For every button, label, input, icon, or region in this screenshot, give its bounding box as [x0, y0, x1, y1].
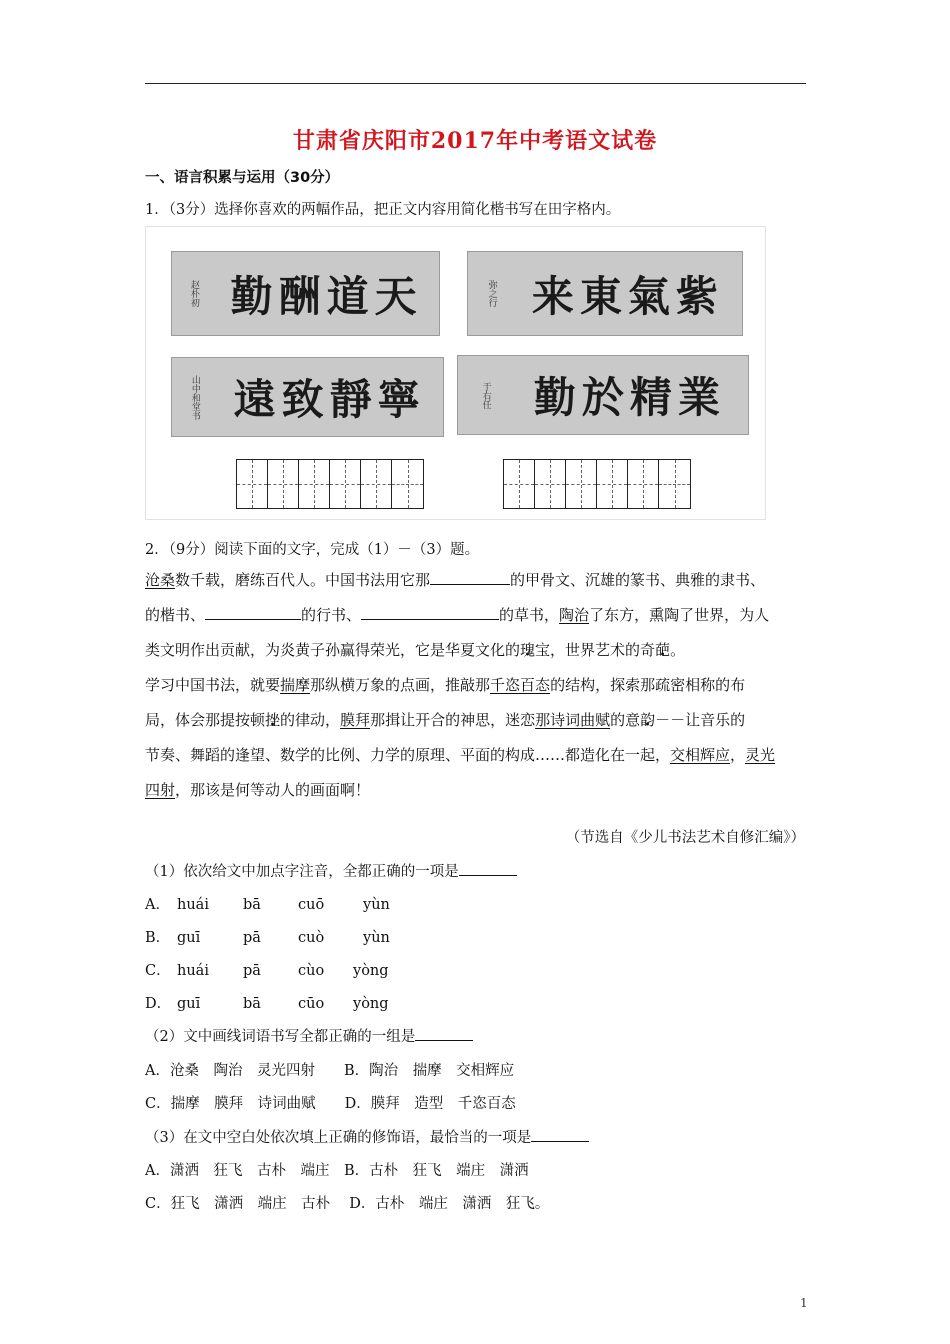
sub1-option-a[interactable]: A． huái bā cuō yùn — [145, 897, 390, 913]
sub1-option-c[interactable]: C． huái pā cùo yòng — [145, 963, 389, 979]
question-1: 1．（3分）选择你喜欢的两幅作品，把正文内容用简化楷书写在田字格内。 — [145, 202, 621, 218]
sub-question-1: （1）依次给文中加点字注音，全都正确的一项是 — [145, 860, 517, 881]
writing-grid-right[interactable] — [503, 459, 691, 509]
sub1-option-d[interactable]: D． guī bā cūo yòng — [145, 996, 389, 1012]
plaque-1-signature: 赵朴初 — [188, 280, 199, 307]
blank-1[interactable] — [430, 570, 510, 585]
answer-blank-2[interactable] — [415, 1026, 473, 1041]
calligraphy-plaque-1 — [171, 251, 440, 336]
section-heading: 一、语言积累与运用（30分） — [145, 170, 340, 186]
passage-line-4: 学习中国书法，就要揣摩那纵横万象的点画，推敲那千恣百态的结构，探索那疏密相称的布 — [145, 676, 746, 694]
blank-2[interactable] — [205, 605, 301, 620]
passage-line-3: 类文明作出贡献，为炎黄子孙赢得荣光，它是华夏文化的瑰宝，世界艺术的奇葩。 — [145, 641, 686, 659]
passage-source: （节选自《少儿书法艺术自修汇编》） — [565, 830, 805, 846]
page-number: 1 — [800, 1296, 808, 1310]
sub-question-3: （3）在文中空白处依次填上正确的修饰语，最恰当的一项是 — [145, 1126, 589, 1147]
sub2-options-row-1[interactable]: A．沧桑 陶治 灵光四射 B．陶治 揣摩 交相辉应 — [145, 1063, 515, 1079]
answer-blank-3[interactable] — [531, 1127, 589, 1142]
sub1-option-b[interactable]: B． guī pā cuò yùn — [145, 930, 390, 946]
exam-title: 甘肃省庆阳市2017年中考语文试卷 — [292, 128, 658, 154]
sub3-options-row-1[interactable]: A．潇洒 狂飞 古朴 端庄 B．古朴 狂飞 端庄 潇洒 — [145, 1163, 529, 1179]
plaque-2-signature: 弥之行 — [486, 280, 497, 307]
passage-line-5: 局，体会那提按顿挫的律动，膜拜那揖让开合的神思，迷恋那诗词曲赋的意韵－－让音乐的 — [145, 711, 746, 729]
blank-3[interactable] — [361, 605, 499, 620]
plaque-4-signature: 于右任 — [480, 381, 491, 409]
passage-line-7: 四射，那该是何等动人的画面啊！ — [145, 781, 371, 799]
answer-blank-1[interactable] — [459, 861, 517, 876]
plaque-1-text: 勤酬道天 — [230, 271, 423, 321]
question-2: 2．（9分）阅读下面的文字，完成（1）－（3）题。 — [145, 542, 480, 558]
calligraphy-plaque-2 — [467, 251, 743, 336]
sub-question-2: （2）文中画线词语书写全都正确的一组是 — [145, 1025, 473, 1046]
plaque-3-text: 遠致靜寧 — [233, 375, 426, 424]
sub2-options-row-2[interactable]: C．揣摩 膜拜 诗词曲赋 D．膜拜 造型 千恣百态 — [145, 1096, 516, 1112]
passage-line-1: 沧桑数千载，磨练百代人。中国书法用它那 的甲骨文、沉雄的篆书、典雅的隶书、 — [145, 571, 766, 589]
reading-passage — [145, 563, 807, 808]
calligraphy-figure — [145, 226, 766, 520]
plaque-3-signature: 山中和堂书 — [189, 374, 200, 420]
plaque-4-text: 勤於精業 — [533, 373, 726, 422]
passage-line-2: 的楷书、 的行书、 的草书，陶治了东方，熏陶了世界，为人 — [145, 606, 770, 624]
calligraphy-plaque-4 — [457, 355, 749, 435]
writing-grid-left[interactable] — [236, 459, 424, 509]
passage-line-6: 节奏、舞蹈的逢望、数学的比例、力学的原理、平面的构成……都造化在一起，交相辉应，灵光 — [145, 746, 776, 764]
calligraphy-plaque-3 — [171, 357, 444, 437]
header-rule — [145, 83, 806, 84]
sub3-options-row-2[interactable]: C．狂飞 潇洒 端庄 古朴 D．古朴 端庄 潇洒 狂飞。 — [145, 1196, 550, 1212]
plaque-2-text: 来東氣紫 — [531, 271, 724, 321]
